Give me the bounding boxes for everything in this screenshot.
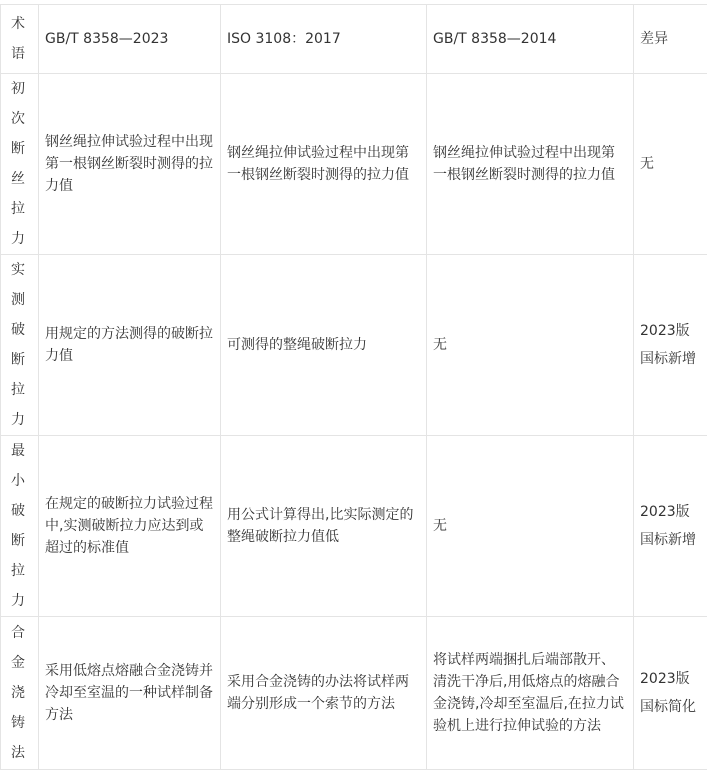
header-difference: 差异 xyxy=(634,5,707,74)
cell-difference: 2023版国标新增 xyxy=(634,255,707,436)
cell-term: 合金浇铸法 xyxy=(1,617,39,770)
table-body xyxy=(1,74,707,770)
header-row xyxy=(1,5,707,74)
cell-gb-2023: 在规定的破断拉力试验过程中,实测破断拉力应达到或超过的标准值 xyxy=(39,436,221,617)
cell-gb-2023: 钢丝绳拉伸试验过程中出现第一根钢丝断裂时测得的拉力值 xyxy=(39,74,221,255)
cell-gb-2014: 将试样两端捆扎后端部散开、清洗干净后,用低熔点的熔融合金浇铸,冷却至室温后,在拉力试验机上进行拉伸试验的方法 xyxy=(427,617,634,770)
cell-term: 初次断丝拉力 xyxy=(1,74,39,255)
cell-difference: 2023版国标简化 xyxy=(634,617,707,770)
cell-term: 最小破断拉力 xyxy=(1,436,39,617)
cell-gb-2014: 钢丝绳拉伸试验过程中出现第一根钢丝断裂时测得的拉力值 xyxy=(427,74,634,255)
table-header xyxy=(1,5,707,74)
cell-gb-2023: 采用低熔点熔融合金浇铸并冷却至室温的一种试样制备方法 xyxy=(39,617,221,770)
header-term: 术语 xyxy=(1,5,39,74)
cell-gb-2014: 无 xyxy=(427,436,634,617)
header-gb-2023: GB/T 8358—2023 xyxy=(39,5,221,74)
header-iso-2017: ISO 3108：2017 xyxy=(221,5,427,74)
cell-iso-2017: 可测得的整绳破断拉力 xyxy=(221,255,427,436)
table-row xyxy=(1,74,707,255)
cell-gb-2023: 用规定的方法测得的破断拉力值 xyxy=(39,255,221,436)
table-row xyxy=(1,617,707,770)
cell-iso-2017: 用公式计算得出,比实际测定的整绳破断拉力值低 xyxy=(221,436,427,617)
cell-gb-2014: 无 xyxy=(427,255,634,436)
table-row xyxy=(1,436,707,617)
cell-difference: 2023版国标新增 xyxy=(634,436,707,617)
standards-comparison-table xyxy=(0,4,707,770)
cell-difference: 无 xyxy=(634,74,707,255)
cell-iso-2017: 采用合金浇铸的办法将试样两端分别形成一个索节的方法 xyxy=(221,617,427,770)
table-row xyxy=(1,255,707,436)
cell-term: 实测破断拉力 xyxy=(1,255,39,436)
cell-iso-2017: 钢丝绳拉伸试验过程中出现第一根钢丝断裂时测得的拉力值 xyxy=(221,74,427,255)
header-gb-2014: GB/T 8358—2014 xyxy=(427,5,634,74)
